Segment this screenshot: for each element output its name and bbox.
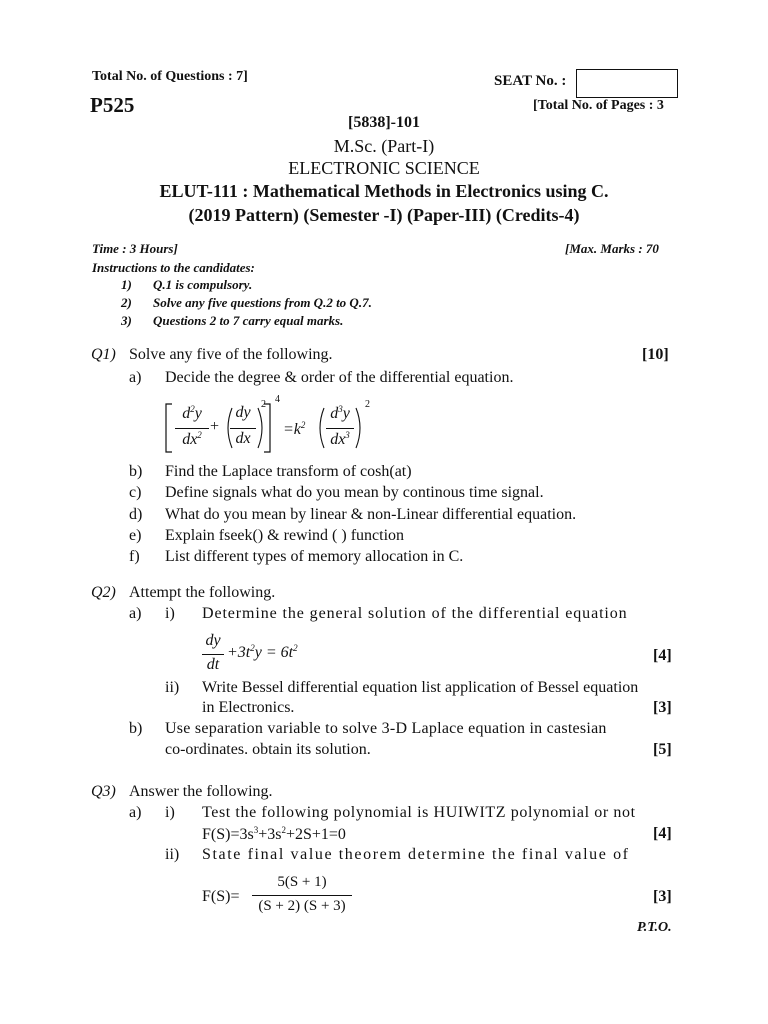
q3-text: Answer the following. (129, 783, 273, 800)
eq-exp-2b: 2 (365, 399, 370, 410)
q3-i-marks: [4] (653, 825, 672, 842)
q3-poly-exp3: 3 (253, 825, 259, 835)
q3-i-num: i) (165, 804, 175, 821)
fraction-bar (175, 428, 209, 429)
eq-dy: dy (235, 404, 251, 421)
eq-d2: d (182, 405, 191, 422)
pto: P.T.O. (637, 920, 672, 935)
eq-exp-2: 2 (261, 399, 266, 410)
course-title: M.Sc. (Part-I) (333, 136, 435, 156)
eq-d3: d (330, 405, 339, 422)
q1-item-num: b) (129, 463, 143, 480)
q3-polynomial (202, 825, 346, 844)
fraction-bar (252, 895, 352, 896)
q3-fs-denominator: (S + 2) (S + 3) (258, 898, 346, 914)
q1-text: Solve any five of the following. (129, 346, 333, 363)
q2-eq-exp2: 2 (293, 643, 298, 653)
q2-ii-text-2: in Electronics. (202, 699, 295, 716)
q1-marks: [10] (642, 346, 669, 363)
q2-b-num: b) (129, 720, 143, 737)
fraction-bar (202, 654, 224, 655)
paper-code: P525 (90, 93, 135, 117)
q2-text: Attempt the following. (129, 584, 276, 601)
instructions-heading: Instructions to the candidates: (92, 260, 255, 275)
q1-item-num: d) (129, 506, 143, 523)
q1-item-num: f) (129, 548, 140, 565)
q2-eq-den: dt (206, 656, 220, 673)
q1-a-num: a) (129, 369, 142, 386)
q1-item-text: Find the Laplace transform of cosh(at) (165, 463, 412, 480)
q3-a-num: a) (129, 804, 142, 821)
q3-ii-num: ii) (165, 846, 180, 863)
q3-i-text: Test the following polynomial is HUIWITZ polynomial or not (202, 804, 636, 821)
q1-item-text: Define signals what do you mean by continous time signal. (165, 484, 544, 501)
exam-code: [5838]-101 (348, 114, 420, 131)
q2-eq-exp: 2 (250, 643, 255, 653)
total-questions: Total No. of Questions : 7] (92, 69, 248, 84)
time-label: Time : 3 Hours] (92, 241, 178, 256)
eq-y3: y (342, 405, 350, 422)
q3-poly-b: +3s (258, 826, 282, 843)
q2-i-num: i) (165, 605, 175, 622)
q2-eq-rest: +3t (227, 644, 251, 661)
q1-item-text: What do you mean by linear & non-Linear differential equation. (165, 506, 577, 523)
q3-poly-a: F(S)=3s (202, 826, 254, 843)
eq-dx: dx (182, 431, 198, 448)
q3-poly-c: +2S+1=0 (285, 826, 346, 843)
fraction-bar (326, 428, 354, 429)
paper-title: ELUT-111 : Mathematical Methods in Electronics using C. (159, 181, 609, 201)
eq-exp: 2 (190, 404, 195, 414)
q2-i-text: Determine the general solution of the differential equation (202, 605, 628, 622)
pattern-title: (2019 Pattern) (Semester -I) (Paper-III) (Credits-4) (188, 205, 580, 225)
q3-fs-numerator: 5(S + 1) (277, 874, 327, 890)
subject-title: ELECTRONIC SCIENCE (288, 158, 480, 178)
q2-ii-text-1: Write Bessel differential equation list application of Bessel equation (202, 679, 639, 696)
q3-ii-marks: [3] (653, 888, 672, 905)
q2-i-marks: [4] (653, 647, 672, 664)
q1-item-num: c) (129, 484, 142, 501)
instruction-num: 2) (121, 295, 132, 310)
q2-a-num: a) (129, 605, 142, 622)
q2-b-text-2: co-ordinates. obtain its solution. (165, 741, 371, 758)
q1-item-text: List different types of memory allocation in C. (165, 548, 464, 565)
eq-dx3: dx (330, 431, 346, 448)
eq-equals-k: =k (283, 421, 301, 438)
eq-y: y (194, 405, 202, 422)
eq-exp: 3 (345, 430, 350, 440)
instruction-num: 3) (121, 313, 132, 328)
q3-label: Q3) (91, 783, 116, 800)
eq-k-exp: 2 (300, 420, 306, 430)
q2-label: Q2) (91, 584, 116, 601)
fraction-bar (230, 428, 256, 429)
total-pages: [Total No. of Pages : 3 (533, 98, 664, 113)
q2-b-text-1: Use separation variable to solve 3-D Laplace equation in castesian (165, 720, 607, 737)
q2-ii-num: ii) (165, 679, 180, 696)
q1-label: Q1) (91, 346, 116, 363)
q1-a-text: Decide the degree & order of the differential equation. (165, 369, 514, 386)
max-marks: [Max. Marks : 70 (565, 241, 659, 256)
eq-exp: 3 (338, 404, 343, 414)
instruction-num: 1) (121, 277, 132, 292)
seat-no-label: SEAT No. : (494, 73, 567, 89)
q3-ii-text: State final value theorem determine the final value of (202, 846, 630, 863)
eq-exp-4: 4 (275, 394, 280, 405)
eq-plus: + (210, 418, 220, 435)
q1-item-text: Explain fseek() & rewind ( ) function (165, 527, 405, 544)
instruction-text: Q.1 is compulsory. (153, 277, 253, 292)
q2-ii-marks: [3] (653, 699, 672, 716)
eq-exp: 2 (197, 430, 202, 440)
q2-eq-num: dy (205, 632, 221, 649)
eq-dx-den: dx (235, 430, 251, 447)
q3-poly-exp2: 2 (281, 825, 286, 835)
q2-b-marks: [5] (653, 741, 672, 758)
q1-item-num: e) (129, 527, 142, 544)
instruction-text: Questions 2 to 7 carry equal marks. (153, 313, 344, 328)
q2-eq-rest2: y = 6t (254, 644, 294, 661)
q3-fs-label: F(S)= (202, 888, 240, 905)
instruction-text: Solve any five questions from Q.2 to Q.7. (153, 295, 372, 310)
seat-no-box (576, 69, 678, 98)
